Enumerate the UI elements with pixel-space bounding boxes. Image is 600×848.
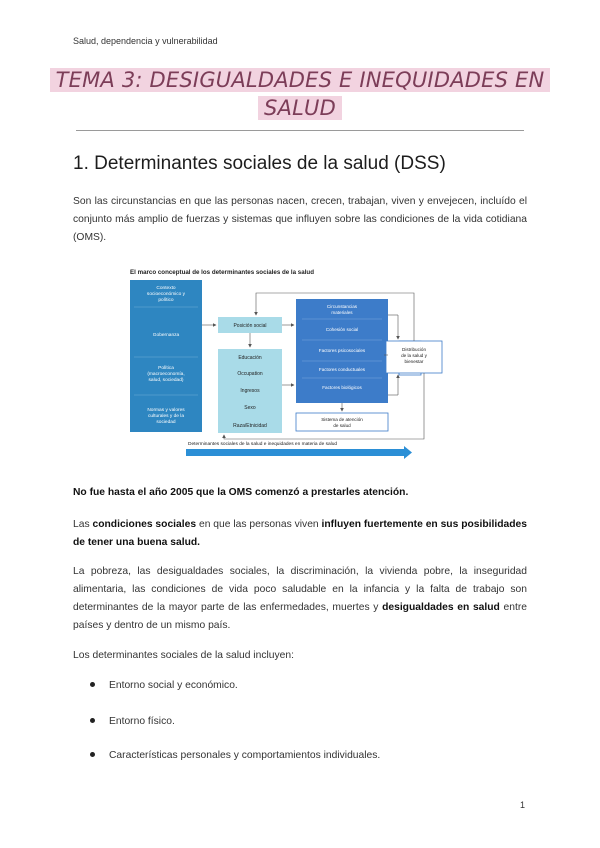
text-run: Las	[73, 519, 93, 530]
intermediary: Factores biológicos	[322, 385, 362, 390]
dss-framework-figure	[124, 265, 427, 465]
list-item-text: Entorno físico.	[109, 716, 175, 727]
intermediary: Circunstancias materiales	[326, 304, 358, 315]
list-item	[90, 750, 380, 761]
list-item-text: Características personales y comportamientos individuales.	[109, 750, 381, 761]
context-item: Política (macroeconomía, salud, sociedad)	[147, 366, 185, 383]
list-item-text: Entorno social y económico.	[109, 680, 238, 691]
title-divider	[76, 130, 524, 131]
intermediary: Factores conductuales	[318, 367, 366, 372]
stratifier: Occupation	[237, 371, 263, 377]
intro-paragraph: Son las circunstancias en que las personas nacen, crecen, trabajan, viven y envejecen, incluído el conjunto más amplio de fuerzas y sistemas que influyen sobre las condiciones de la vida cotidiana (OMS).	[73, 196, 527, 243]
health-system-label: Sistema de atención de salud	[321, 417, 363, 428]
context-item: Contexto socioeconómico y político	[146, 286, 186, 303]
text-run: entre países y dentro de un mismo país.	[73, 602, 527, 631]
running-header: Salud, dependencia y vulnerabilidad	[73, 36, 218, 46]
bold-run: condiciones sociales	[92, 519, 197, 530]
intermediary: Cohesión social	[325, 327, 359, 332]
title-line-1: TEMA 3: DESIGUALDADES E INEQUIDADES EN	[50, 68, 551, 92]
social-position-label: Posición social	[233, 323, 267, 329]
text-run: en que las personas viven	[196, 519, 322, 530]
bullet-icon	[90, 682, 95, 687]
bold-2005: No fue hasta el año 2005 que la OMS comenzó a prestarles atención.	[73, 487, 409, 498]
bullet-icon	[90, 718, 95, 723]
health-system-box	[296, 413, 388, 431]
figure-arrow-label: Determinantes sociales de la salud e inequidades en materia de salud	[188, 442, 338, 447]
stratifier: Sexo	[244, 405, 256, 411]
section-heading: 1. Determinantes sociales de la salud (DSS)	[73, 153, 446, 174]
stratifier: Educación	[238, 355, 262, 361]
figure-caption: El marco conceptual de los determinantes sociales de la salud	[130, 269, 314, 276]
paragraph-include: Los determinantes sociales de la salud incluyen:	[73, 650, 294, 661]
paragraph-conditions	[73, 516, 527, 552]
text-run: La pobreza, las desigualdades sociales, la discriminación, la vivienda pobre, la inseguridad alimentaria, las condiciones de vida poco saludable en la infancia y la falta de trabajo son determinantes de la mayor parte de las enfermedades, muertes y	[73, 566, 527, 613]
list-item	[90, 680, 238, 691]
figure-arrow-bar	[186, 449, 404, 456]
context-item: Gobernanza	[152, 333, 180, 338]
stratifier: Ingresos	[240, 388, 260, 394]
stratifier: Raza/Etnicidad	[233, 423, 267, 429]
page-title	[0, 66, 600, 122]
paragraph-2005	[73, 484, 527, 502]
page-number: 1	[520, 800, 526, 810]
figure-arrow-head	[404, 446, 412, 459]
bullet-icon	[90, 752, 95, 757]
bold-run: influyen fuertemente en sus posibilidades de tener una buena salud.	[73, 519, 527, 548]
title-line-2: SALUD	[258, 96, 342, 120]
paragraph-poverty	[73, 563, 527, 635]
outcome-label: Distribución de la salud y bienestar	[401, 347, 427, 364]
bold-run: desigualdades en salud	[382, 602, 500, 613]
list-item	[90, 716, 175, 727]
intermediary: Factores psicosociales	[318, 348, 366, 353]
context-item: Normas y valores culturales y de la sociedad	[147, 408, 185, 425]
